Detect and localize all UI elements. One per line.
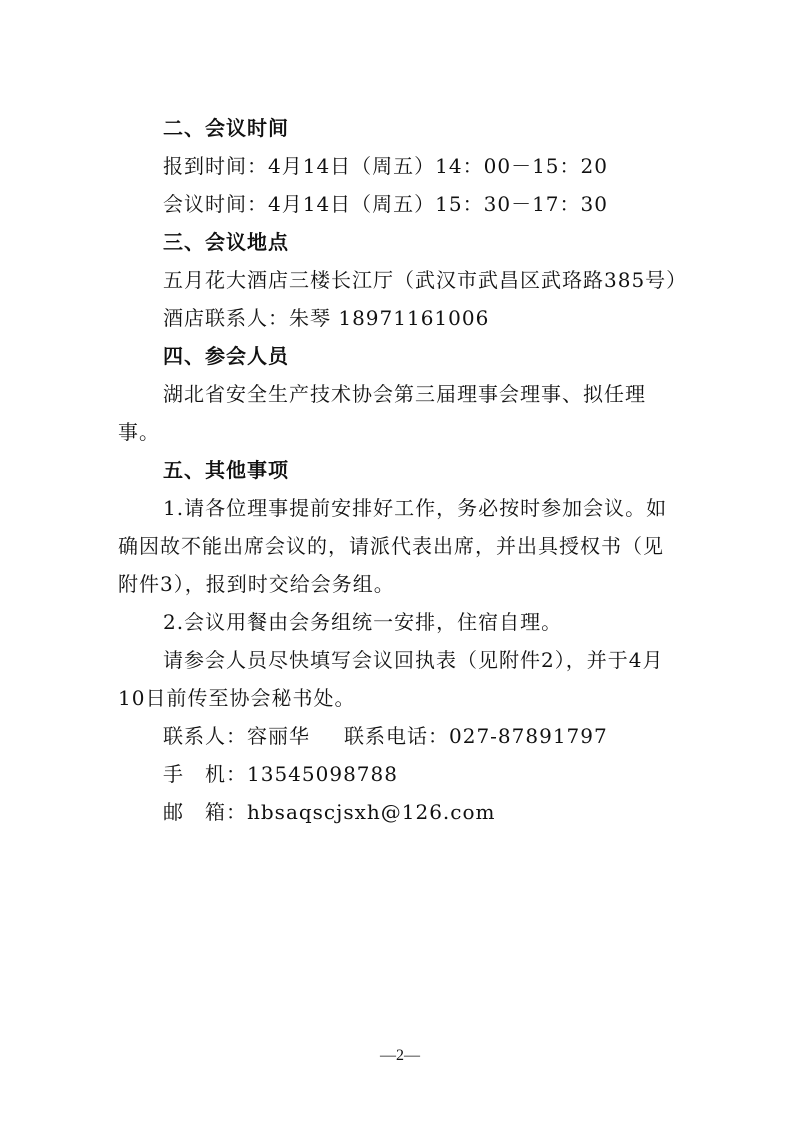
text-line: 附件3），报到时交给会务组。 — [118, 572, 395, 596]
section-heading-attendees: 四、参会人员 — [163, 344, 289, 368]
section-heading-time: 二、会议时间 — [163, 116, 289, 140]
text-line: 请参会人员尽快填写会议回执表（见附件2），并于4月 — [163, 648, 664, 672]
text-line: 会议时间：4月14日（周五）15：30－17：30 — [163, 192, 608, 216]
text-line: 湖北省安全生产技术协会第三届理事会理事、拟任理 — [163, 382, 646, 406]
text-line: 确因故不能出席会议的，请派代表出席，并出具授权书（见 — [118, 534, 664, 558]
page-number: —2— — [380, 1047, 420, 1064]
contact-mobile: 手 机：13545098788 — [163, 762, 398, 786]
section-heading-other: 五、其他事项 — [163, 458, 289, 482]
contact-email: 邮 箱：hbsaqscjsxh@126.com — [163, 800, 496, 824]
text-line: 酒店联系人：朱琴 18971161006 — [163, 306, 490, 330]
text-line: 事。 — [118, 420, 160, 444]
text-line: 五月花大酒店三楼长江厅（武汉市武昌区武珞路385号） — [163, 268, 688, 292]
text-line: 2.会议用餐由会务组统一安排，住宿自理。 — [163, 610, 563, 634]
contact-line — [163, 724, 608, 748]
text-line: 10日前传至协会秘书处。 — [118, 686, 356, 710]
text-line: 1.请各位理事提前安排好工作，务必按时参加会议。如 — [163, 496, 668, 520]
contact-phone: 联系电话：027-87891797 — [344, 724, 608, 748]
section-heading-venue: 三、会议地点 — [163, 230, 289, 254]
text-line: 报到时间：4月14日（周五）14：00－15：20 — [163, 154, 608, 178]
contact-person: 联系人：容丽华 — [163, 724, 310, 748]
